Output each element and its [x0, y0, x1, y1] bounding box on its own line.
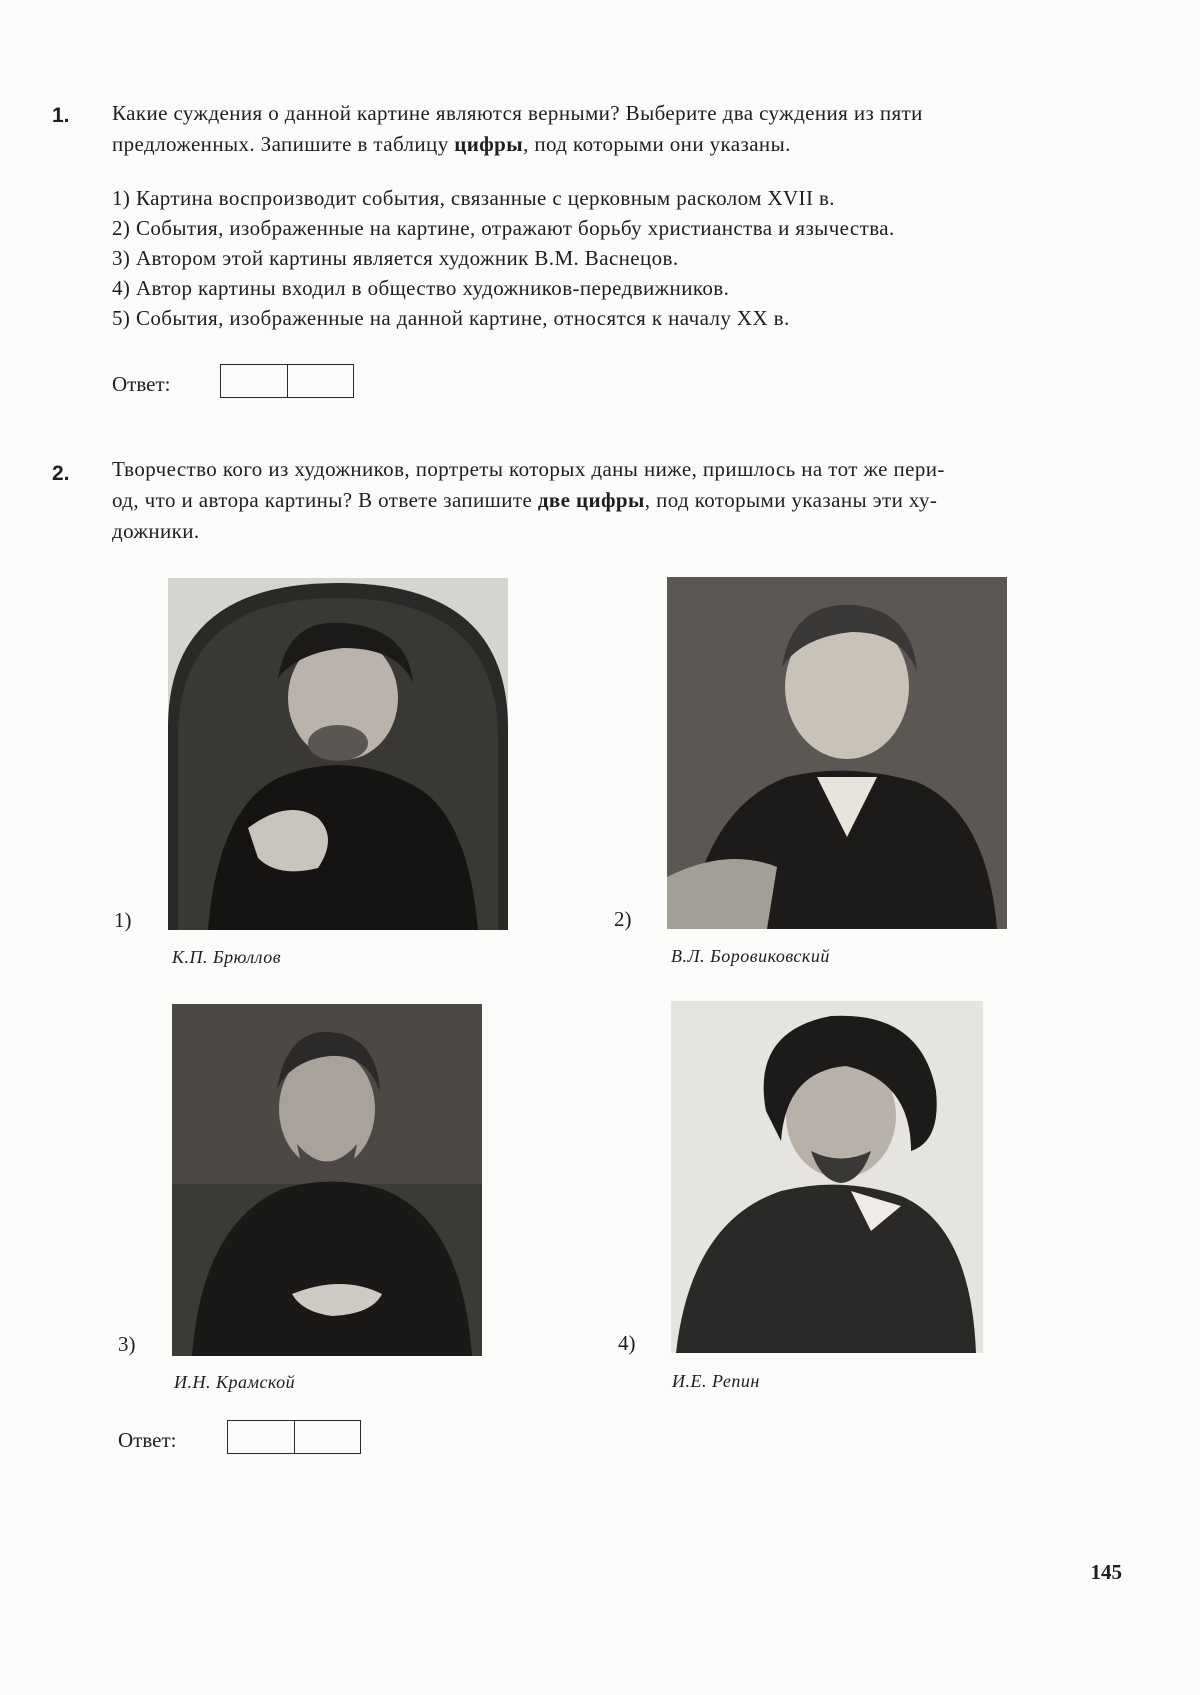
- question-1-line-2-end: , под которыми они указаны.: [523, 132, 791, 156]
- answer-cell[interactable]: [228, 1421, 294, 1453]
- question-2-text: [112, 454, 1122, 547]
- portrait-caption-1: К.П. Брюллов: [172, 947, 282, 967]
- option-4: 4) Автор картины входил в общество художников-передвижников.: [112, 276, 730, 300]
- portrait-image-2: [667, 577, 1007, 929]
- question-1-line-2: [112, 129, 1122, 160]
- question-1-options: [112, 183, 895, 333]
- portrait-image-3: [172, 1004, 482, 1356]
- portrait-caption-4: И.Е. Репин: [672, 1371, 760, 1391]
- question-2-number: 2.: [52, 462, 70, 485]
- answer-cell[interactable]: [294, 1421, 361, 1453]
- option-5: 5) События, изображенные на данной картине, относятся к началу XX в.: [112, 306, 790, 330]
- question-2-line-2-start: од, что и автора картины? В ответе запишите: [112, 488, 538, 512]
- portrait-number-2: 2): [614, 907, 632, 931]
- portrait-number-1: 1): [114, 908, 132, 932]
- question-2-answer-label: Ответ:: [118, 1428, 177, 1452]
- portrait-image-4: [671, 1001, 983, 1353]
- question-1-bold-word: цифры: [454, 132, 524, 156]
- portrait-caption-2: В.Л. Боровиковский: [671, 946, 830, 966]
- question-1-number: 1.: [52, 104, 70, 127]
- page-number: 145: [1090, 1560, 1122, 1584]
- answer-cell[interactable]: [287, 365, 354, 397]
- answer-cell[interactable]: [221, 365, 287, 397]
- portrait-image-1: [168, 578, 508, 930]
- question-2-line-2-end: , под которыми указаны эти ху-: [644, 488, 938, 512]
- question-1-answer-box[interactable]: [220, 364, 354, 398]
- option-1: 1) Картина воспроизводит события, связанные с церковным расколом XVII в.: [112, 186, 835, 210]
- question-2-answer-box[interactable]: [227, 1420, 361, 1454]
- question-1-line-2-start: предложенных. Запишите в таблицу: [112, 132, 455, 156]
- question-2-bold-word: две цифры: [537, 488, 645, 512]
- portrait-number-3: 3): [118, 1332, 136, 1356]
- question-2-line-2: [112, 485, 1122, 516]
- portrait-caption-3: И.Н. Крамской: [174, 1372, 296, 1392]
- question-2-line-1: Творчество кого из художников, портреты которых даны ниже, пришлось на тот же пери-: [112, 457, 945, 481]
- option-2: 2) События, изображенные на картине, отражают борьбу христианства и язычества.: [112, 216, 895, 240]
- question-2-line-3: дожники.: [112, 519, 200, 543]
- portrait-number-4: 4): [618, 1331, 636, 1355]
- question-1-line-1: Какие суждения о данной картине являются верными? Выберите два суждения из пяти: [112, 101, 923, 125]
- option-3: 3) Автором этой картины является художник В.М. Васнецов.: [112, 246, 679, 270]
- question-1-answer-label: Ответ:: [112, 372, 171, 396]
- question-1-text: [112, 98, 1122, 160]
